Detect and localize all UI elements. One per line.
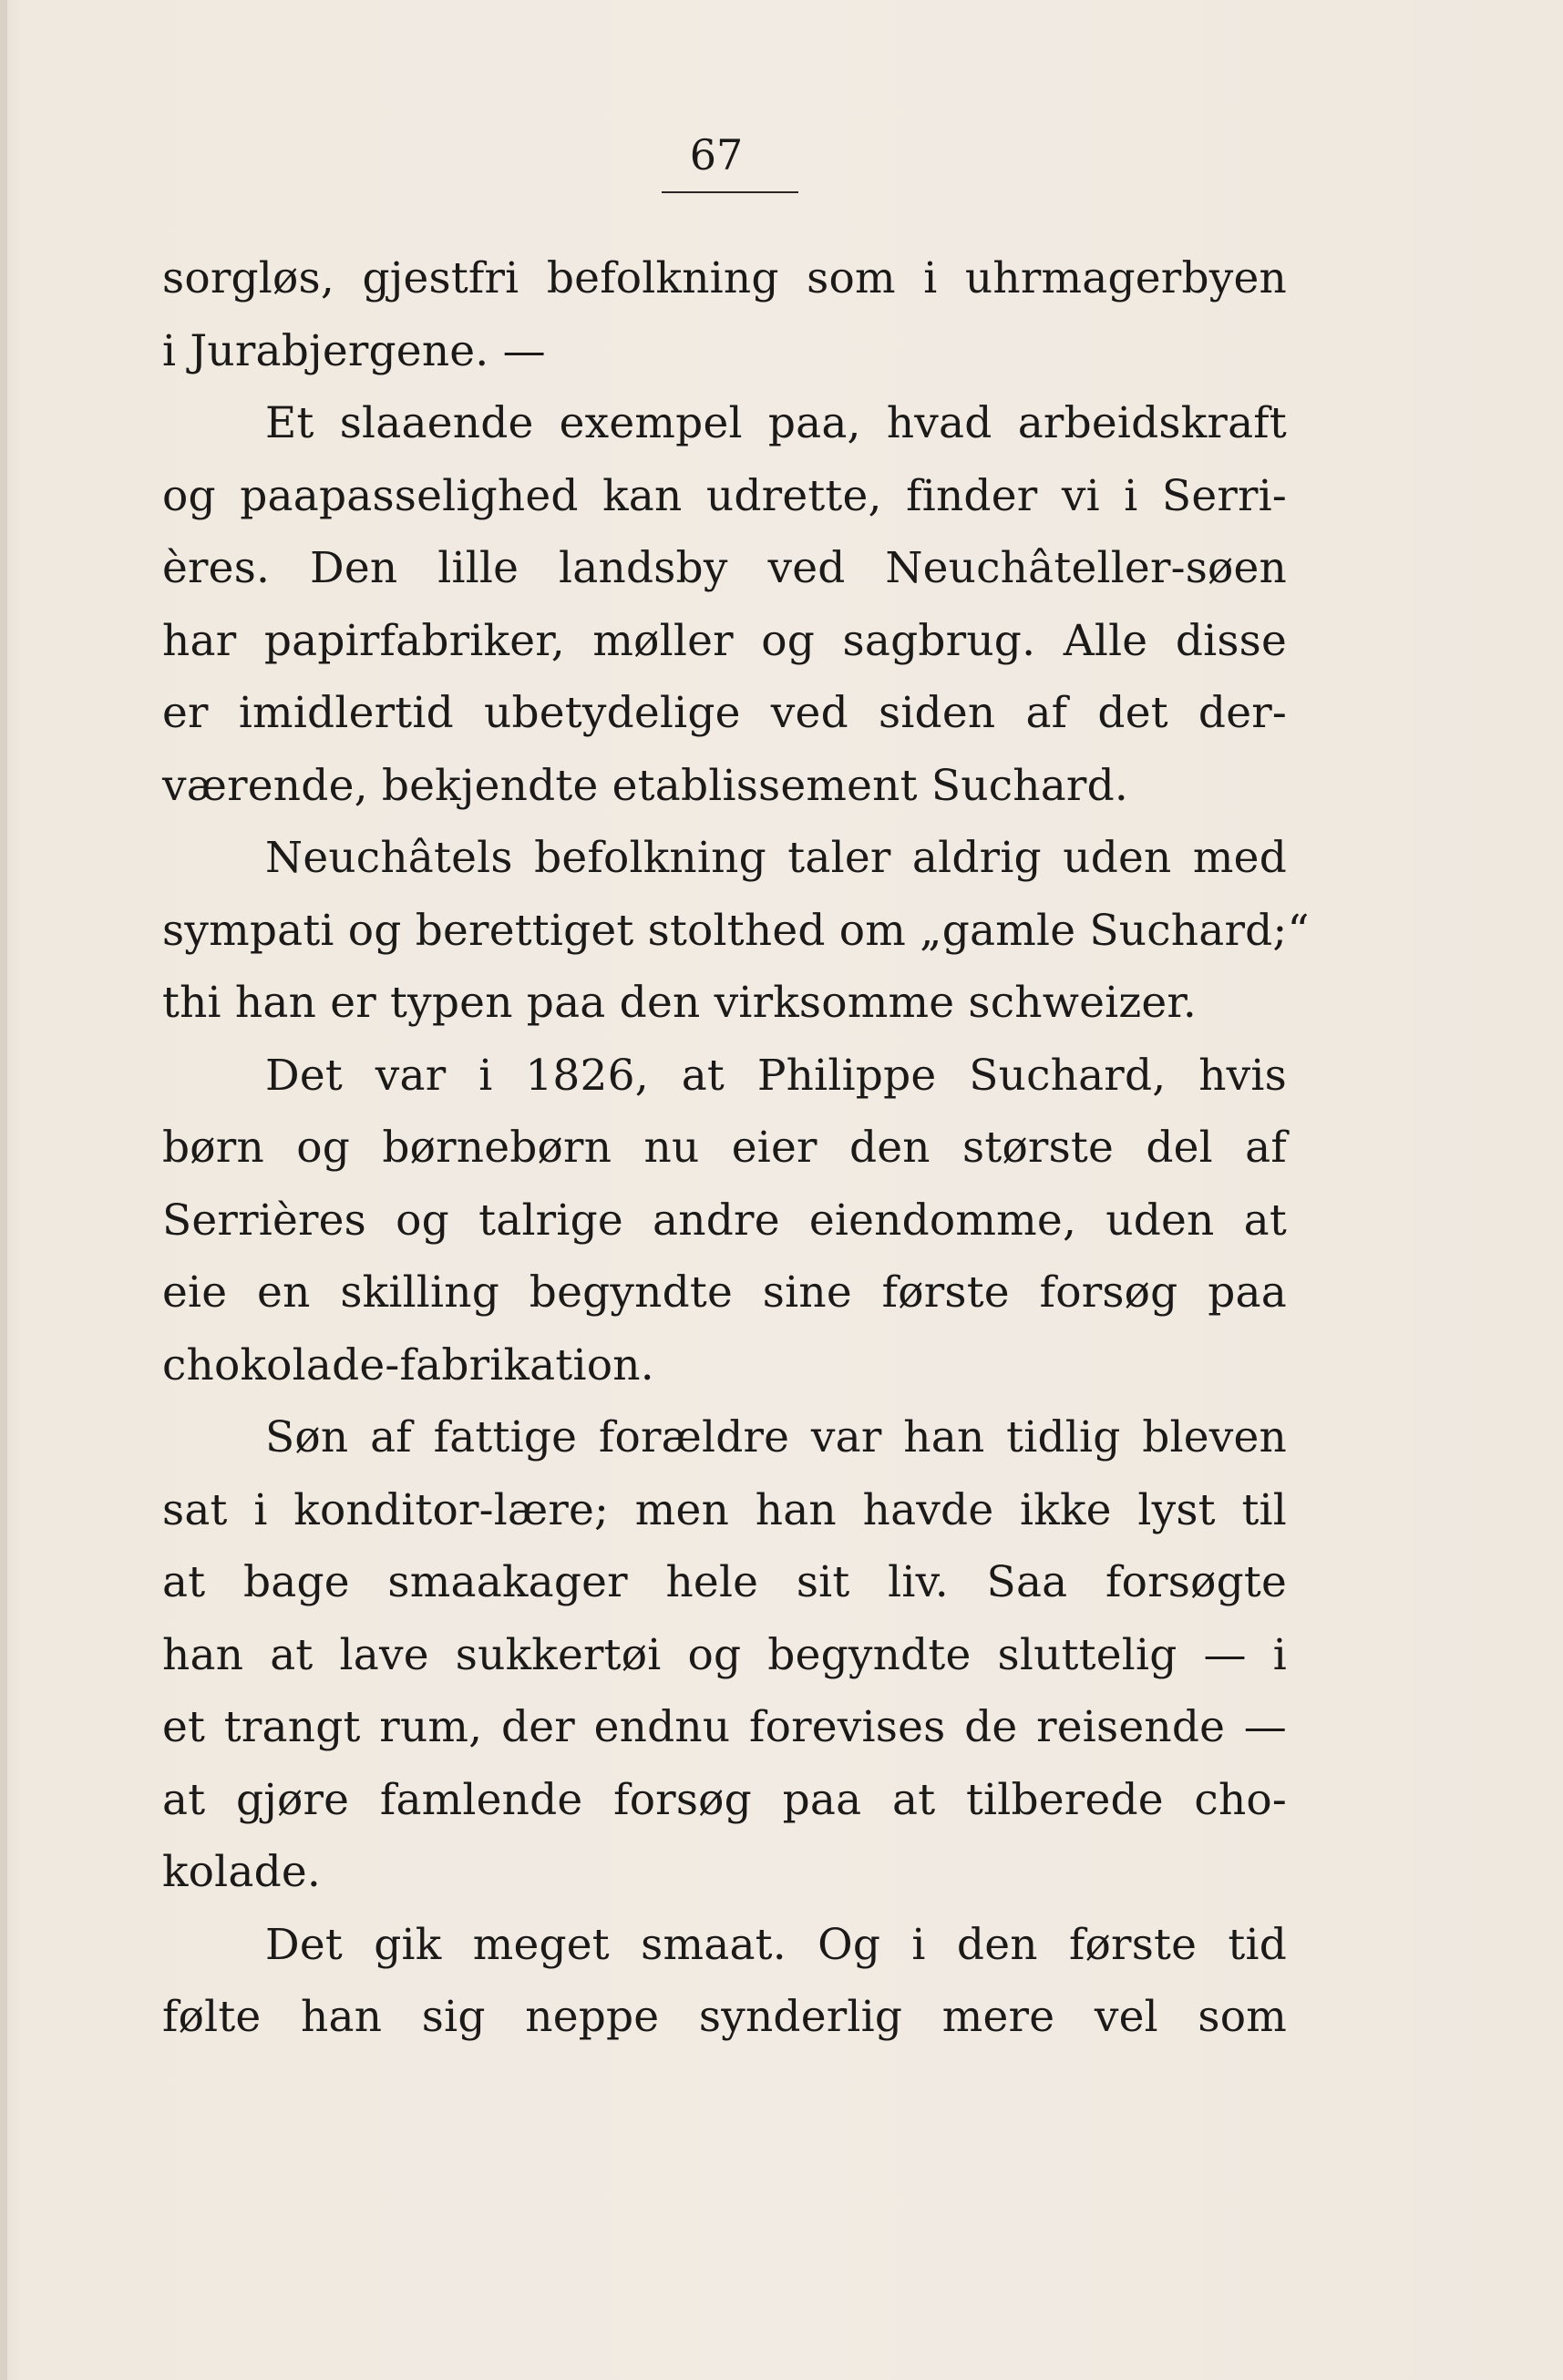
text-line: thi han er typen paa den virksomme schweizer.	[162, 978, 1198, 1028]
text-line: et trangt rum, der endnu forevises de reisende —	[162, 1702, 1287, 1752]
text-line: han at lave sukkertøi og begyndte sluttelig — i	[162, 1629, 1287, 1680]
text-line: følte han sig neppe synderlig mere vel som	[162, 1992, 1287, 2042]
text-line: er imidlertid ubetydelige ved siden af det der-	[162, 688, 1287, 738]
text-line: sympati og berettiget stolthed om „gamle Suchard;“	[162, 905, 1310, 956]
text-line: i Jurabjergene. —	[162, 325, 546, 376]
text-line: har papirfabriker, møller og sagbrug. Alle disse	[162, 615, 1287, 666]
text-line: kolade.	[162, 1847, 322, 1897]
text-line: Det gik meget smaat. Og i den første tid	[265, 1919, 1287, 1970]
text-line: Det var i 1826, at Philippe Suchard, hvis	[265, 1050, 1287, 1101]
text-line: og paapasselighed kan udrette, finder vi i Serri-	[162, 470, 1287, 521]
text-line: børn og børnebørn nu eier den største del af	[162, 1123, 1287, 1173]
text-line: chokolade-fabrikation.	[162, 1339, 654, 1390]
text-line: at bage smaakager hele sit liv. Saa forsøgte	[162, 1557, 1287, 1607]
text-line: Søn af fattige forældre var han tidlig bleven	[265, 1412, 1287, 1462]
text-line: at gjøre famlende forsøg paa at tilberede cho-	[162, 1774, 1287, 1825]
text-line: værende, bekjendte etablissement Suchard.	[162, 760, 1129, 811]
page-number-rule	[662, 191, 798, 193]
text-line: sat i konditor-lære; men han havde ikke lyst til	[162, 1484, 1287, 1535]
body-text	[162, 242, 1310, 2054]
text-line: Et slaaende exempel paa, hvad arbeidskraft	[265, 398, 1287, 448]
page-number: 67	[689, 130, 744, 180]
text-line: sorgløs, gjestfri befolkning som i uhrmagerbyen	[162, 253, 1287, 303]
text-line: ères. Den lille landsby ved Neuchâteller-søen	[162, 543, 1287, 593]
page-left-edge	[0, 0, 7, 2380]
text-line: eie en skilling begyndte sine første forsøg paa	[162, 1267, 1287, 1318]
text-line: Serrières og talrige andre eiendomme, uden at	[162, 1195, 1287, 1246]
text-line: Neuchâtels befolkning taler aldrig uden med	[265, 833, 1287, 883]
